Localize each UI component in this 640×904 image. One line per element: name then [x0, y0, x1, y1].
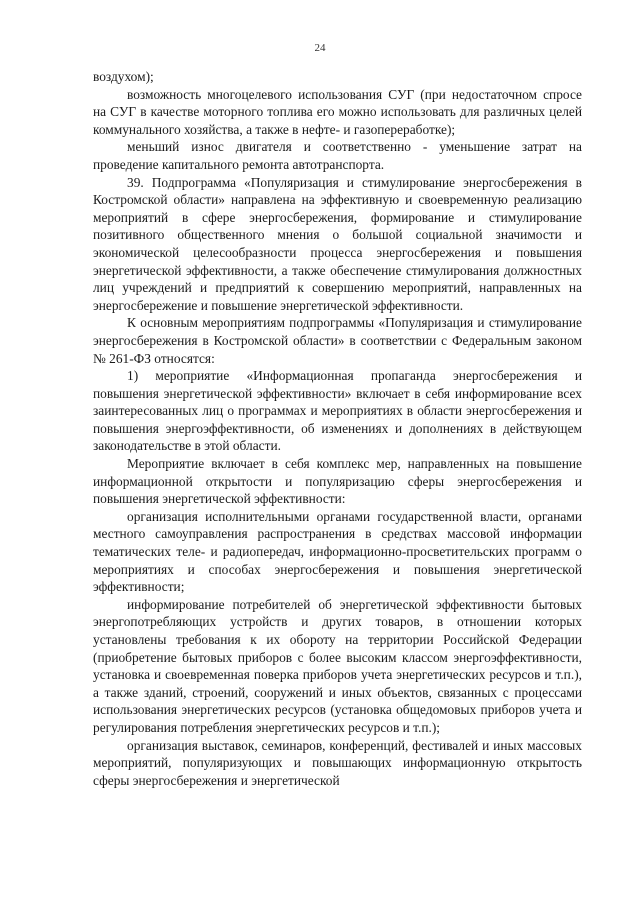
paragraph: меньший износ двигателя и соответственно - уменьшение затрат на проведение капитального ремонта автотранспорта.	[93, 139, 582, 172]
page-number: 24	[314, 42, 326, 54]
paragraph: информирование потребителей об энергетической эффективности бытовых энергопотребляющих устройств и других товаров, в отношении которых установлены требования к их обороту на территории Российской Федерации (приобретение бытовых приборов с более высоким классом энергоэффективности, установка и своевременная поверка приборов учета энергетических ресурсов и т.п.), а также зданий, строений, сооружений и иных объектов, связанных с процессами использования энергетических ресурсов (установка общедомовых приборов учета и регулирования потребления энергетических ресурсов и т.п.);	[93, 596, 582, 735]
paragraph: 39. Подпрограмма «Популяризация и стимулирование энергосбережения в Костромской области» направлена на эффективную и своевременную реализацию мероприятий в сфере энергосбережения, формирование и стимулирование позитивного общественного мнения о большой социальной значимости и экономической целесообразности процесса энергосбережения и повышения энергетической эффективности, а также обеспечение стимулирования должностных лиц учреждений и предприятий к совершению мероприятий, направленных на энергосбережение и повышение энергетической эффективности.	[93, 174, 582, 313]
paragraph: организация исполнительными органами государственной власти, органами местного самоуправления распространения в средствах массовой информации тематических теле- и радиопередач, информационно-просветительских программ о мероприятиях и способах энергосбережения и повышения энергетической эффективности;	[93, 508, 582, 595]
paragraph: К основным мероприятиям подпрограммы «Популяризация и стимулирование энергосбережения в Костромской области» в соответствии с Федеральным законом № 261-ФЗ относятся:	[93, 315, 582, 366]
paragraph: Мероприятие включает в себя комплекс мер, направленных на повышение информационной открытости и популяризацию сферы энергосбережения и повышения энергетической эффективности:	[93, 456, 582, 507]
document-body	[93, 68, 582, 789]
paragraph: воздухом);	[93, 69, 154, 84]
paragraph: организация выставок, семинаров, конференций, фестивалей и иных массовых мероприятий, популяризующих и повышающих информационную открытость сферы энергосбережения и энергетической	[93, 737, 582, 788]
paragraph: возможность многоцелевого использования СУГ (при недостаточном спросе на СУГ в качестве моторного топлива его можно использовать для различных целей коммунального хозяйства, а также в нефте- и газопереработке);	[93, 86, 582, 137]
paragraph: 1) мероприятие «Информационная пропаганда энергосбережения и повышения энергетической эффективности» включает в себя информирование всех заинтересованных лиц о программах и мероприятиях в области энергосбережения и повышения энергоэффективности, об изменениях и дополнениях в действующем законодательстве в этой области.	[93, 368, 582, 454]
